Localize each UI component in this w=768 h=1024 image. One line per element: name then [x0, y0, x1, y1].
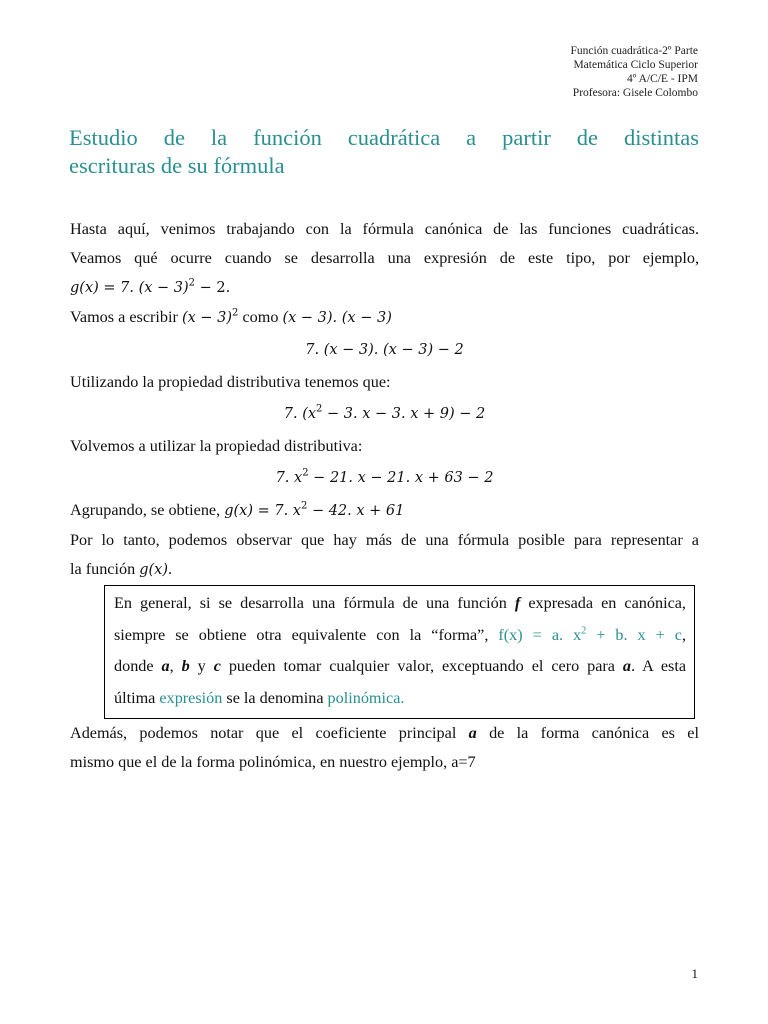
paragraph-intro: Hasta aquí, venimos trabajando con la fórmula canónica de las funciones cuadráticas.	[70, 220, 699, 238]
formula-polynomial: g(x) = 7. x	[224, 503, 301, 519]
equation-3	[70, 463, 699, 492]
page-number: 1	[691, 966, 698, 981]
box-line-2	[114, 620, 686, 652]
box-line-1	[114, 588, 686, 620]
text: Vamos a escribir	[70, 308, 182, 326]
title-line-2: escrituras de su fórmula	[69, 153, 285, 178]
text: donde	[114, 657, 162, 675]
text: como	[238, 308, 283, 326]
box-line-3	[114, 651, 686, 683]
equation-2-part-b: − 3. x − 3. x + 9) − 2	[322, 406, 486, 422]
document-body	[70, 215, 699, 777]
exponent: 2	[232, 307, 239, 319]
formula-g-rest: − 2.	[195, 280, 231, 296]
text: siempre se obtiene otra equivalente con la “forma”,	[114, 625, 499, 644]
paragraph-distributive-again: Volvemos a utilizar la propiedad distributiva:	[70, 437, 363, 455]
paragraph-coefficient-end: mismo que el de la forma polinómica, en nuestro ejemplo, a=7	[70, 753, 476, 771]
text: pueden tomar cualquier valor, exceptuando el cero para	[220, 657, 623, 675]
document-header	[571, 44, 698, 100]
text: se la denomina	[222, 688, 328, 707]
equation-2-part-a: 7. (x	[283, 406, 317, 422]
exponent: 2	[316, 403, 323, 415]
text: Además, podemos notar que el coeficiente principal	[70, 724, 469, 742]
paragraph-example: Veamos qué ocurre cuando se desarrolla una expresión de este tipo, por ejemplo,	[70, 249, 699, 267]
header-teacher: Profesora: Gisele Colombo	[572, 87, 698, 99]
var-a: a	[468, 724, 477, 742]
paragraph-example-formula	[70, 273, 699, 303]
var-c: c	[213, 657, 221, 675]
var-a: a	[622, 657, 632, 675]
exponent: 2	[188, 277, 196, 289]
definition-box	[104, 585, 695, 719]
page-title	[69, 124, 699, 180]
formula-square: (x − 3)	[181, 310, 233, 326]
paragraph-conclusion-end	[70, 555, 699, 585]
term-polinomica: polinómica.	[327, 688, 405, 707]
text: ,	[681, 625, 686, 644]
formula-polynomial-rest: − 42. x + 61	[307, 503, 405, 519]
text: . A esta	[631, 657, 687, 675]
term-expresion: expresión	[159, 688, 223, 707]
equation-3-part-a: 7. x	[275, 470, 303, 486]
box-line-4	[114, 683, 686, 715]
var-f: f	[514, 594, 521, 612]
formula-g: g(x) = 7. (x − 3)	[70, 280, 189, 296]
text: En general, si se desarrolla una fórmula de una función	[114, 594, 515, 612]
header-class: 4º A/C/E - IPM	[627, 73, 698, 85]
text: y	[189, 657, 214, 675]
polynomial-form-rest: + b. x + c	[586, 625, 682, 644]
formula-product: (x − 3). (x − 3)	[282, 310, 392, 326]
header-subject: Función cuadrática-2º Parte	[570, 45, 698, 57]
paragraph-grouping	[70, 496, 699, 526]
equation-2	[70, 399, 699, 428]
text: última	[114, 688, 160, 707]
exponent: 2	[581, 625, 587, 637]
var-b: b	[181, 657, 190, 675]
text: ,	[169, 657, 182, 675]
exponent: 2	[300, 500, 308, 512]
header-course: Matemática Ciclo Superior	[573, 59, 698, 71]
formula-g-short: g(x)	[139, 562, 169, 578]
text: de la forma canónica es el	[476, 724, 699, 742]
polynomial-form: f(x) = a. x	[498, 625, 582, 644]
var-a: a	[161, 657, 170, 675]
text: la función	[70, 560, 140, 578]
paragraph-coefficient	[70, 719, 699, 748]
title-line-1: Estudio de la función cuadrática a partir de distintas	[69, 125, 699, 150]
text: expresada en canónica,	[520, 594, 686, 612]
equation-1-text: 7. (x − 3). (x − 3) − 2	[305, 342, 464, 358]
text: Agrupando, se obtiene,	[70, 501, 225, 519]
paragraph-distributive: Utilizando la propiedad distributiva tenemos que:	[70, 373, 391, 391]
equation-3-part-b: − 21. x − 21. x + 63 − 2	[308, 470, 494, 486]
paragraph-rewrite	[70, 303, 699, 333]
text: .	[168, 560, 173, 578]
exponent: 2	[302, 467, 309, 479]
equation-1	[70, 335, 699, 364]
paragraph-conclusion: Por lo tanto, podemos observar que hay más de una fórmula posible para representar a	[70, 531, 699, 549]
